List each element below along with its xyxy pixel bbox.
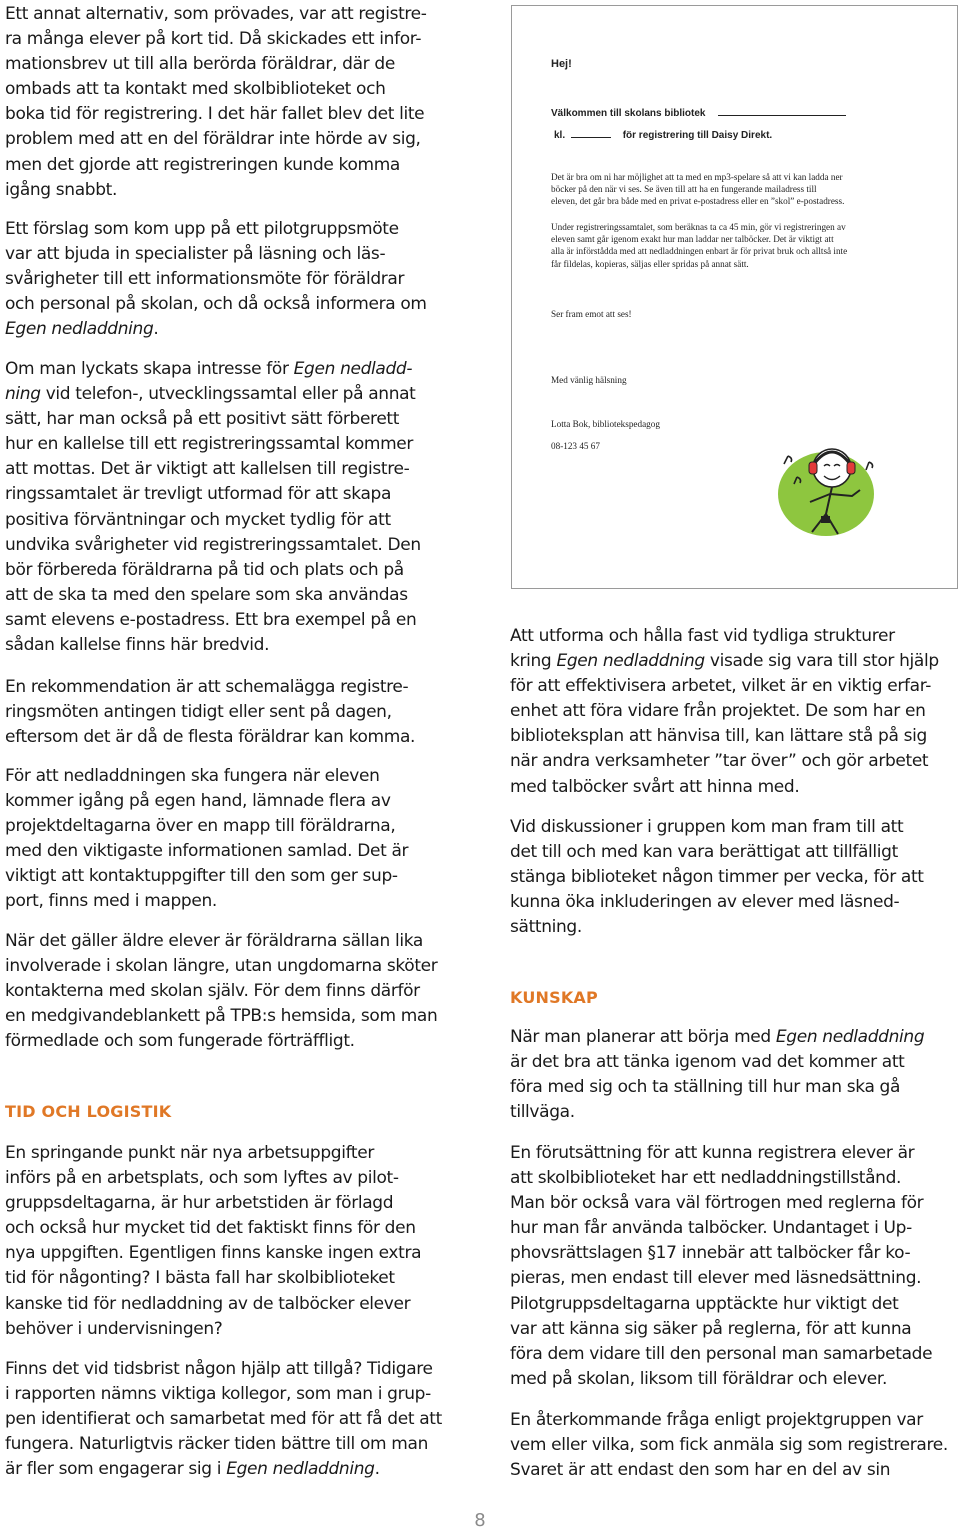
text-line: ringsmöten antingen tidigt eller sent på dagen, xyxy=(5,702,392,723)
text-line: port, finns med i mappen. xyxy=(5,891,217,912)
letter-paragraph-mp3 xyxy=(551,171,844,208)
letter-phone: 08-123 45 67 xyxy=(551,441,600,451)
text-line: En återkommande fråga enligt projektgruppen var xyxy=(510,1410,923,1430)
paragraph-invitation xyxy=(5,357,421,658)
text-line: Om man lyckats skapa intresse för Egen nedladd- xyxy=(5,359,413,379)
letter-line: Det är bra om ni har möjlighet att ta med en mp3-spelare så att vi kan ladda ner xyxy=(551,172,843,182)
text-line: men det gjorde att registreringen kunde komma xyxy=(5,154,400,175)
invitation-letter xyxy=(511,5,958,589)
letter-line: böcker på den när vi ses. Se även till att ha en fungerande mailadress till xyxy=(551,184,817,195)
paragraph-planning xyxy=(510,1025,924,1125)
text-line: vem eller vilka, som fick anmäla sig som registrerare. xyxy=(510,1435,948,1456)
section-heading-kunskap: KUNSKAP xyxy=(510,988,598,1007)
kid-with-headphones-illustration xyxy=(774,436,884,546)
text-line: är det bra att tänka igenom vad det kommer att xyxy=(510,1052,905,1073)
text-line: När man planerar att börja med Egen nedladdning xyxy=(510,1027,925,1047)
text-line: med den viktigaste informationen samlad. Det är xyxy=(5,841,409,862)
text-line: stänga biblioteket någon timmer per vecka, för att xyxy=(510,867,924,888)
text-line: phovsrättslagen §17 innebär att talböcker får ko- xyxy=(510,1243,911,1264)
letter-line: får fildelas, kopieras, säljas eller spridas på annat sätt. xyxy=(551,258,749,269)
page-number: 8 xyxy=(474,1510,486,1531)
text-line: Vid diskussioner i gruppen kom man fram till att xyxy=(510,817,904,837)
text-line: mationsbrev ut till alla berörda föräldrar, där de xyxy=(5,54,395,75)
text-line: nya uppgiften. Egentligen finns kanske ingen extra xyxy=(5,1243,422,1264)
paragraph-recurring-question xyxy=(510,1408,948,1483)
text-line: enhet att föra vidare från projektet. De som har en xyxy=(510,701,926,722)
letter-signature: Lotta Bok, bibliotekspedagog xyxy=(551,419,660,429)
text-line: kring Egen nedladdning visade sig vara till stor hjälp xyxy=(510,651,939,672)
text-line: kanske tid för nedladdning av de talböcker elever xyxy=(5,1293,411,1314)
text-line: hur man får använda talböcker. Undantaget i Up- xyxy=(510,1218,912,1239)
text-line: ra många elever på kort tid. Då skickades ett infor- xyxy=(5,29,422,50)
text-line: Ett annat alternativ, som prövades, var att registre- xyxy=(5,4,427,24)
text-line: En rekommendation är att schemalägga registre- xyxy=(5,677,409,697)
text-line: undvika svårigheter vid registreringssamtalet. Den xyxy=(5,534,421,555)
letter-welcome xyxy=(551,106,846,119)
text-line: involverade i skolan längre, utan ungdomarna sköter xyxy=(5,956,438,977)
letter-greeting: Hej! xyxy=(551,58,572,70)
paragraph-schedule xyxy=(5,675,415,750)
text-line: Ett förslag som kom upp på ett pilotgruppsmöte xyxy=(5,219,399,239)
text-line: och personal på skolan, och då också informera om xyxy=(5,294,427,315)
letter-regards: Med vänlig hälsning xyxy=(551,375,627,385)
text-line: tid för någonting? I bästa fall har skolbiblioteket xyxy=(5,1268,395,1289)
text-line: Finns det vid tidsbrist någon hjälp att tillgå? Tidigare xyxy=(5,1359,433,1379)
paragraph-older-students xyxy=(5,929,437,1054)
letter-kl-suffix: för registrering till Daisy Direkt. xyxy=(622,130,773,141)
letter-closing: Ser fram emot att ses! xyxy=(551,309,632,319)
text-line: tillväga. xyxy=(510,1102,575,1123)
text-line: problem med att en del föräldrar inte hörde av sig, xyxy=(5,129,421,150)
text-line: en medgivandeblankett på TPB:s hemsida, som man xyxy=(5,1006,438,1027)
letter-line: eleven, det går bra både med en privat e-postadress eller en ”skol” e-postadress. xyxy=(551,196,845,207)
text-line: eftersom det är då de flesta föräldrar kan komma. xyxy=(5,727,416,748)
text-line: igång snabbt. xyxy=(5,179,118,200)
text-line: viktigt att kontaktuppgifter till den som ger sup- xyxy=(5,866,398,887)
text-line: ringssamtalet är trevligt utformad för att skapa xyxy=(5,484,392,505)
text-line: pen identifierat och samarbetat med för att få det att xyxy=(5,1409,442,1430)
blank-time-line xyxy=(571,128,611,138)
letter-line: Under registreringssamtalet, som beräknas ta ca 45 min, gör vi registreringen av xyxy=(551,222,846,232)
section-heading-tid-och-logistik: TID OCH LOGISTIK xyxy=(5,1102,172,1121)
text-line: En springande punkt när nya arbetsuppgifter xyxy=(5,1143,374,1163)
text-line: bör förbereda föräldrarna på tid och plats och på xyxy=(5,559,404,580)
text-line: Att utforma och hålla fast vid tydliga strukturer xyxy=(510,626,895,646)
text-line: att de ska ta med den spelare som ska användas xyxy=(5,584,408,605)
text-line: sådan kallelse finns här bredvid. xyxy=(5,635,270,656)
text-line: i rapporten nämns viktiga kollegor, som man i grup- xyxy=(5,1384,431,1405)
text-line: biblioteksplan att hänvisa till, kan lättare stå på sig xyxy=(510,726,927,747)
text-line: När det gäller äldre elever är föräldrarna sällan lika xyxy=(5,931,423,951)
paragraph-group-discussion xyxy=(510,815,924,940)
text-line: kommer igång på egen hand, lämnade flera av xyxy=(5,791,391,812)
paragraph-registration-alt xyxy=(5,2,427,203)
paragraph-permission xyxy=(510,1141,932,1392)
text-line: var att bjuda in specialister på läsning och läs- xyxy=(5,244,386,265)
text-line: behöver i undervisningen? xyxy=(5,1318,223,1339)
text-line: samt elevens e-postadress. Ett bra exempel på en xyxy=(5,609,417,630)
letter-line: alla är införstådda med att nedladdningen enbart är för privat bruk och alltså inte xyxy=(551,246,848,257)
text-line: pieras, men endast till elever med läsnedsättning. xyxy=(510,1268,922,1289)
letter-time-line xyxy=(554,128,772,141)
text-line: boka tid för registrering. I det här fallet blev det lite xyxy=(5,104,425,125)
text-line: fungera. Naturligtvis räcker tiden bättre till om man xyxy=(5,1434,428,1455)
text-line: För att nedladdningen ska fungera när eleven xyxy=(5,766,380,786)
text-line: det till och med kan vara berättigat att tillfälligt xyxy=(510,842,898,863)
text-line: svårigheter till ett informationsmöte för föräldrar xyxy=(5,269,405,290)
text-line: att skolbiblioteket har ett nedladdningstillstånd. xyxy=(510,1168,902,1189)
letter-paragraph-registration xyxy=(551,221,847,270)
paragraph-folder xyxy=(5,764,408,915)
text-line: Svaret är att endast den som har en del av sin xyxy=(510,1460,891,1481)
text-line: kunna öka inkluderingen av elever med läsned- xyxy=(510,892,900,913)
text-line: sättning. xyxy=(510,917,582,938)
text-line: ning vid telefon-, utvecklingssamtal eller på annat xyxy=(5,384,416,405)
paragraph-work-time xyxy=(5,1141,421,1342)
blank-line xyxy=(718,106,846,116)
text-line: förmedlade och som fungerade förträffligt. xyxy=(5,1031,355,1052)
text-line: projektdeltagarna över en mapp till föräldrarna, xyxy=(5,816,396,837)
text-line: gruppsdeltagarna, är hur arbetstiden är förlagd xyxy=(5,1193,394,1214)
paragraph-structures xyxy=(510,624,939,800)
text-line: när andra verksamheter ”tar över” och gör arbetet xyxy=(510,751,929,772)
text-line: hur en kallelse till ett registreringssamtal kommer xyxy=(5,434,414,455)
text-line: för att effektivisera arbetet, vilket är en viktig erfar- xyxy=(510,676,932,697)
paragraph-time-shortage xyxy=(5,1357,442,1482)
text-line: föra med sig och ta ställning till hur man ska gå xyxy=(510,1077,901,1098)
text-line: Egen nedladdning. xyxy=(5,319,159,340)
text-line: var att känna sig säker på reglerna, för att kunna xyxy=(510,1318,912,1339)
text-line: positiva förväntningar och mycket tydlig för att xyxy=(5,509,391,530)
text-line: och också hur mycket tid det faktiskt finns för den xyxy=(5,1218,416,1239)
letter-line: eleven samt går igenom exakt hur man laddar ner talböcker. Det är viktigt att xyxy=(551,234,834,245)
paragraph-pilot-meeting xyxy=(5,217,427,342)
text-line: är fler som engagerar sig i Egen nedladdning. xyxy=(5,1459,380,1480)
text-line: sätt, har man också på ett positivt sätt förberett xyxy=(5,409,400,430)
letter-kl: kl. xyxy=(554,130,566,141)
text-line: ombads att ta kontakt med skolbiblioteket och xyxy=(5,79,386,100)
text-line: med talböcker svårt att hinna med. xyxy=(510,776,800,797)
letter-welcome-text: Välkommen till skolans bibliotek xyxy=(551,108,706,119)
text-line: med på skolan, liksom till föräldrar och elever. xyxy=(510,1368,888,1389)
text-line: att mottas. Det är viktigt att kallelsen till registre- xyxy=(5,459,410,480)
text-line: föra dem vidare till den personal man samarbetade xyxy=(510,1343,933,1364)
text-line: Man bör också vara väl förtrogen med reglerna för xyxy=(510,1193,924,1214)
text-line: kontakterna med skolan själv. För dem finns därför xyxy=(5,981,420,1002)
text-line: En förutsättning för att kunna registrera elever är xyxy=(510,1143,915,1163)
text-line: Pilotgruppsdeltagarna upptäckte hur viktigt det xyxy=(510,1293,899,1314)
text-line: införs på en arbetsplats, och som lyftes av pilot- xyxy=(5,1168,399,1189)
